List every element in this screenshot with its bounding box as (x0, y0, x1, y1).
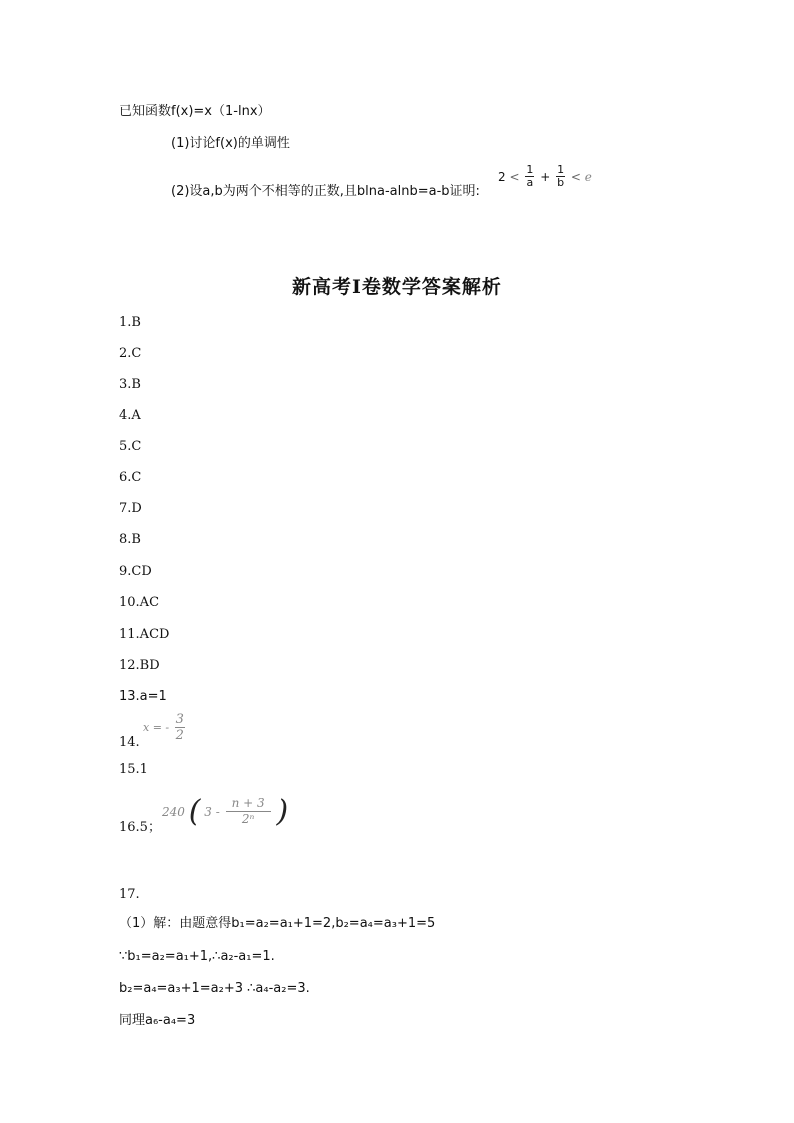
page-title: 新高考Ⅰ卷数学答案解析 (292, 276, 502, 298)
answer-11: 11.ACD (119, 627, 170, 642)
q17-line3: b₂=a₄=a₃+1=a₂+3 ∴a₄-a₂=3. (119, 981, 310, 996)
frac-num: 3 (175, 712, 184, 727)
q17-line4: 同理a₆-a₄=3 (119, 1013, 196, 1028)
formula-16-rparen: ) (276, 793, 289, 829)
answer-8: 8.B (119, 532, 141, 547)
answer-14-label: 14. (119, 735, 140, 750)
formula-16-lparen: ( (188, 793, 201, 829)
frac-1-over-a (525, 164, 534, 189)
frac-num: n + 3 (226, 796, 271, 812)
ineq-lt-1: < (509, 169, 520, 184)
answer-14-formula (143, 712, 187, 743)
formula-16-three: 3 - (204, 804, 220, 819)
formula-14-frac (175, 712, 185, 743)
q17-line1: （1）解：由题意得b₁=a₂=a₁+1=2,b₂=a₄=a₃+1=5 (119, 916, 436, 931)
inequality-formula (498, 164, 592, 189)
q17-line2: ∵b₁=a₂=a₁+1,∴a₂-a₁=1. (119, 949, 275, 964)
problem-part2: (2)设a,b为两个不相等的正数,且blna-alnb=a-b证明: (171, 184, 480, 199)
ineq-right: e (584, 169, 592, 184)
ineq-plus: + (540, 169, 551, 184)
answer-12: 12.BD (119, 658, 160, 673)
answer-15: 15.1 (119, 762, 148, 777)
answer-16-formula (162, 793, 289, 829)
answer-4: 4.A (119, 408, 141, 423)
answer-13: 13.a=1 (119, 689, 167, 704)
frac-num: 1 (526, 163, 534, 176)
answer-7: 7.D (119, 501, 142, 516)
frac-num: 1 (557, 163, 565, 176)
formula-14-expr: x = - (143, 720, 170, 734)
frac-den: 2ⁿ (241, 812, 255, 826)
answer-9: 9.CD (119, 564, 152, 579)
answer-1: 1.B (119, 315, 141, 330)
formula-16-coef: 240 (162, 804, 185, 819)
ineq-left: 2 (498, 169, 506, 184)
frac-den: 2 (175, 728, 184, 743)
answer-5: 5.C (119, 439, 142, 454)
answer-2: 2.C (119, 346, 142, 361)
frac-den: b (557, 176, 565, 189)
answer-16-label: 16.5； (119, 820, 161, 835)
q17-label: 17. (119, 887, 140, 902)
answer-10: 10.AC (119, 595, 160, 610)
problem-stem: 已知函数f(x)=x（1-lnx） (119, 104, 271, 119)
answer-3: 3.B (119, 377, 141, 392)
answer-6: 6.C (119, 470, 142, 485)
problem-part1: (1)讨论f(x)的单调性 (171, 136, 290, 151)
frac-1-over-b (556, 164, 565, 189)
ineq-lt-2: < (570, 169, 581, 184)
frac-den: a (526, 176, 534, 189)
formula-16-frac (226, 796, 271, 827)
